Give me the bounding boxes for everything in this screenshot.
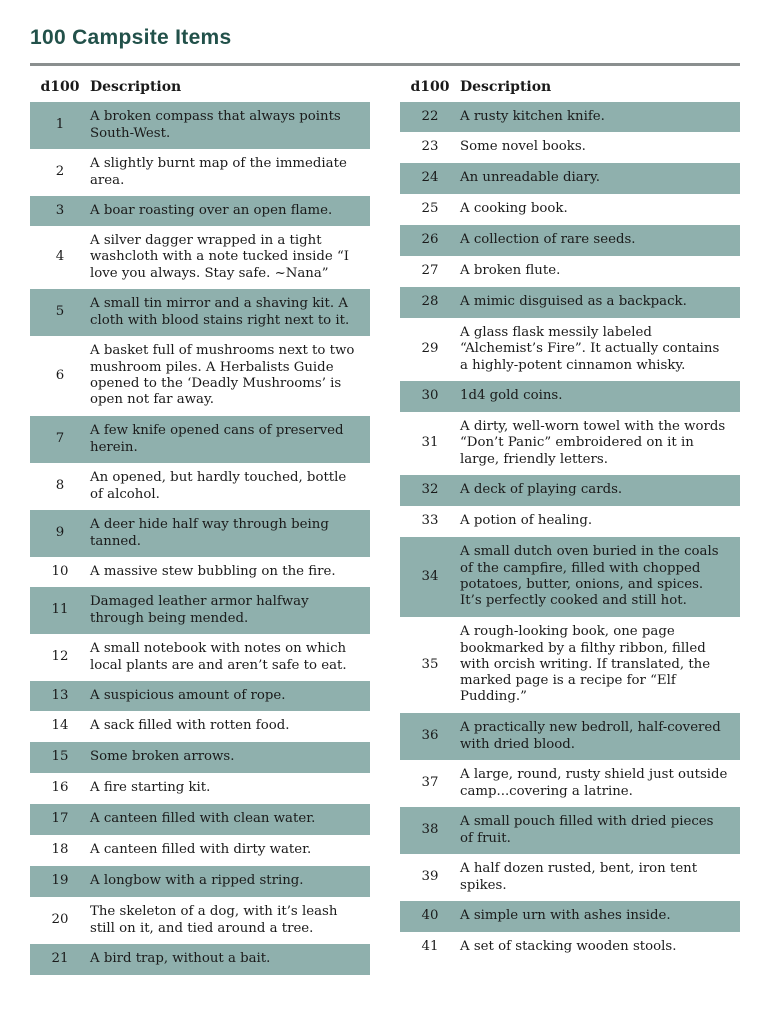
roll-number: 1 xyxy=(55,117,65,133)
right-table xyxy=(400,72,740,963)
table-row xyxy=(30,681,370,711)
table-row xyxy=(30,102,370,149)
table-row xyxy=(30,416,370,463)
title-divider xyxy=(30,63,740,66)
table-row xyxy=(400,102,740,132)
roll-number: 37 xyxy=(421,775,439,791)
table-row xyxy=(30,510,370,557)
roll-number: 12 xyxy=(51,649,69,665)
roll-number: 24 xyxy=(421,170,439,186)
item-description: Some broken arrows. xyxy=(90,749,235,765)
table-row xyxy=(400,225,740,256)
table-row xyxy=(400,163,740,194)
table-row xyxy=(400,932,740,963)
item-description: A small dutch oven buried in the coals of the campfire, filled with chopped potatoes, butter, onions, and spices. It’s perfectly cooked and still hot. xyxy=(460,544,719,609)
item-description: A rusty kitchen knife. xyxy=(460,108,605,124)
roll-number: 8 xyxy=(55,478,65,494)
table-row xyxy=(400,713,740,760)
header-description: Description xyxy=(460,79,552,95)
table-row xyxy=(30,557,370,587)
roll-number: 21 xyxy=(51,951,69,967)
roll-number: 33 xyxy=(421,513,439,529)
roll-number: 19 xyxy=(51,873,69,889)
table-row xyxy=(400,506,740,537)
item-description: A longbow with a ripped string. xyxy=(90,873,304,889)
table-row xyxy=(30,866,370,897)
item-description: A massive stew bubbling on the fire. xyxy=(90,563,336,579)
roll-number: 18 xyxy=(51,842,69,858)
roll-number: 27 xyxy=(421,263,439,279)
item-description: A glass flask messily labeled “Alchemist’s Fire”. It actually contains a highly-potent cinnamon whisky. xyxy=(460,325,720,373)
left-table xyxy=(30,72,370,975)
roll-number: 16 xyxy=(51,780,69,796)
roll-number: 41 xyxy=(421,939,439,955)
roll-number: 26 xyxy=(421,232,439,248)
roll-number: 17 xyxy=(51,811,69,827)
table-header xyxy=(400,72,740,102)
table-row xyxy=(30,742,370,773)
header-description: Description xyxy=(90,79,182,95)
table-row xyxy=(400,617,740,713)
item-description: A cooking book. xyxy=(460,201,568,217)
roll-number: 10 xyxy=(51,563,69,579)
table-row xyxy=(400,901,740,932)
item-description: A suspicious amount of rope. xyxy=(90,687,286,703)
roll-number: 22 xyxy=(421,108,439,124)
item-description: A fire starting kit. xyxy=(90,780,211,796)
table-row xyxy=(400,132,740,163)
roll-number: 15 xyxy=(51,749,69,765)
roll-number: 30 xyxy=(421,388,439,404)
roll-number: 28 xyxy=(421,294,439,310)
table-row xyxy=(30,897,370,944)
item-description: A sack filled with rotten food. xyxy=(90,718,290,734)
item-description: A large, round, rusty shield just outside camp...covering a latrine. xyxy=(460,767,728,799)
item-description: A canteen filled with dirty water. xyxy=(90,842,312,858)
roll-number: 7 xyxy=(55,431,65,447)
roll-number: 35 xyxy=(421,656,439,672)
item-description: A simple urn with ashes inside. xyxy=(460,908,671,924)
item-description: A slightly burnt map of the immediate area. xyxy=(90,156,347,188)
table-row xyxy=(30,336,370,416)
roll-number: 34 xyxy=(421,568,439,584)
roll-number: 23 xyxy=(421,139,439,155)
roll-number: 2 xyxy=(55,164,65,180)
item-description: A broken compass that always points South-West. xyxy=(90,109,341,141)
roll-number: 25 xyxy=(421,201,439,217)
header-d100: d100 xyxy=(410,79,450,95)
roll-number: 6 xyxy=(55,367,65,383)
table-row xyxy=(400,537,740,617)
table-row xyxy=(400,256,740,287)
roll-number: 3 xyxy=(55,202,65,218)
item-description: A few knife opened cans of preserved herein. xyxy=(90,423,344,455)
table-row xyxy=(30,944,370,975)
table-row xyxy=(400,854,740,901)
item-description: A small pouch filled with dried pieces of fruit. xyxy=(460,814,714,846)
item-description: Some novel books. xyxy=(460,139,586,155)
item-description: A set of stacking wooden stools. xyxy=(460,939,677,955)
table-row xyxy=(30,773,370,804)
table-row xyxy=(400,412,740,475)
item-description: A half dozen rusted, bent, iron tent spikes. xyxy=(460,861,698,893)
roll-number: 40 xyxy=(421,908,439,924)
table-row xyxy=(30,711,370,742)
roll-number: 36 xyxy=(421,728,439,744)
table-row xyxy=(30,634,370,681)
roll-number: 5 xyxy=(55,304,65,320)
table-row xyxy=(30,804,370,835)
item-description: A broken flute. xyxy=(460,263,561,279)
table-row xyxy=(30,463,370,510)
table-row xyxy=(400,318,740,381)
roll-number: 39 xyxy=(421,869,439,885)
page-title: 100 Campsite Items xyxy=(30,26,232,49)
table-row xyxy=(400,760,740,807)
item-description: A potion of healing. xyxy=(460,513,593,529)
item-description: Damaged leather armor halfway through being mended. xyxy=(90,594,309,626)
roll-number: 4 xyxy=(55,249,65,265)
table-row xyxy=(400,475,740,506)
item-description: A canteen filled with clean water. xyxy=(90,811,316,827)
item-description: A boar roasting over an open flame. xyxy=(90,202,333,218)
item-description: A small tin mirror and a shaving kit. A cloth with blood stains right next to it. xyxy=(90,296,350,328)
roll-number: 31 xyxy=(421,435,439,451)
item-description: A basket full of mushrooms next to two mushroom piles. A Herbalists Guide opened to the ‘Deadly Mushrooms’ is open not far away. xyxy=(90,343,355,408)
header-d100: d100 xyxy=(40,79,80,95)
roll-number: 32 xyxy=(421,482,439,498)
table-row xyxy=(400,381,740,412)
roll-number: 9 xyxy=(55,525,65,541)
table-row xyxy=(30,196,370,226)
item-description: A deck of playing cards. xyxy=(460,482,623,498)
item-description: A mimic disguised as a backpack. xyxy=(460,294,687,310)
table-row xyxy=(400,807,740,854)
roll-number: 13 xyxy=(51,687,69,703)
item-description: A silver dagger wrapped in a tight washcloth with a note tucked inside “I love you always. Stay safe. ~Nana” xyxy=(90,233,350,281)
item-description: 1d4 gold coins. xyxy=(460,388,563,404)
item-description: An unreadable diary. xyxy=(460,170,600,186)
item-description: A bird trap, without a bait. xyxy=(90,951,271,967)
item-description: The skeleton of a dog, with it’s leash still on it, and tied around a tree. xyxy=(90,904,338,936)
roll-number: 38 xyxy=(421,822,439,838)
table-row xyxy=(30,149,370,196)
table-row xyxy=(400,194,740,225)
item-description: A practically new bedroll, half-covered with dried blood. xyxy=(460,720,721,752)
item-description: A small notebook with notes on which local plants are and aren’t safe to eat. xyxy=(90,641,347,673)
item-description: A dirty, well-worn towel with the words “Don’t Panic” embroidered on it in large, friendly letters. xyxy=(460,419,726,467)
roll-number: 11 xyxy=(51,602,69,618)
table-row xyxy=(30,587,370,634)
table-row xyxy=(30,226,370,289)
table-row xyxy=(400,287,740,318)
item-description: A deer hide half way through being tanned. xyxy=(90,517,329,549)
roll-number: 14 xyxy=(51,718,69,734)
roll-number: 20 xyxy=(51,912,69,928)
item-description: A collection of rare seeds. xyxy=(460,232,636,248)
table-row xyxy=(30,835,370,866)
item-description: An opened, but hardly touched, bottle of alcohol. xyxy=(90,470,347,502)
roll-number: 29 xyxy=(421,341,439,357)
table-row xyxy=(30,289,370,336)
item-description: A rough-looking book, one page bookmarked by a filthy ribbon, filled with orcish writing. If translated, the marked page is a recipe for “Elf Pudding.” xyxy=(460,624,711,705)
table-header xyxy=(30,72,370,102)
